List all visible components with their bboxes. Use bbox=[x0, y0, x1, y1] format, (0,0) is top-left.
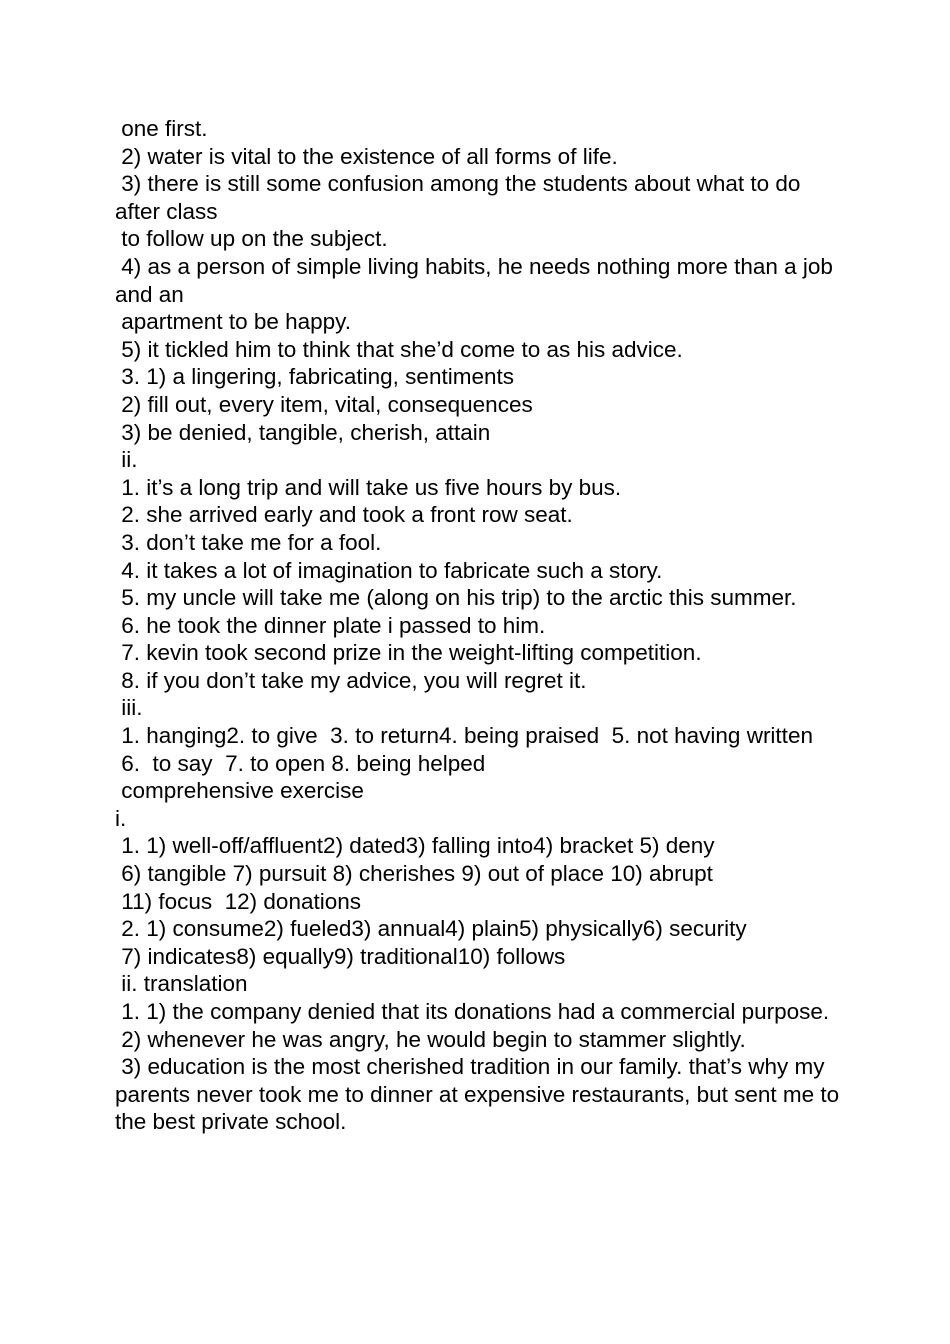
text-line: 8. if you don’t take my advice, you will regret it. bbox=[115, 667, 587, 693]
text-line: 7. kevin took second prize in the weight-lifting competition. bbox=[115, 640, 702, 666]
text-line: 2) whenever he was angry, he would begin to stammer slightly. bbox=[115, 1026, 746, 1052]
text-line: 5) it tickled him to think that she’d come to as his advice. bbox=[115, 336, 683, 362]
text-line: 2) fill out, every item, vital, consequences bbox=[115, 391, 533, 417]
text-line: apartment to be happy. bbox=[115, 309, 352, 335]
text-line: 4) as a person of simple living habits, he needs nothing more than a job and an bbox=[115, 253, 840, 307]
text-line: 1. 1) well-off/affluent2) dated3) falling into4) bracket 5) deny bbox=[115, 833, 715, 859]
text-line: 3) there is still some confusion among the students about what to do after class bbox=[115, 171, 807, 224]
section-heading: iii. bbox=[115, 695, 143, 721]
section-heading: ii. bbox=[115, 447, 138, 473]
text-line: 2. she arrived early and took a front row seat. bbox=[115, 502, 573, 528]
text-line: 3. 1) a lingering, fabricating, sentiments bbox=[115, 364, 514, 390]
document-page bbox=[115, 115, 845, 1136]
text-line: 1. 1) the company denied that its donations had a commercial purpose. bbox=[115, 999, 830, 1024]
text-line: 6. he took the dinner plate i passed to him. bbox=[115, 612, 546, 638]
text-line: 5. my uncle will take me (along on his trip) to the arctic this summer. bbox=[115, 585, 797, 611]
section-heading: ii. translation bbox=[115, 971, 248, 997]
text-line: 7) indicates8) equally9) traditional10) follows bbox=[115, 943, 566, 969]
text-line: 2. 1) consume2) fueled3) annual4) plain5) physically6) security bbox=[115, 916, 747, 942]
text-line: 1. it’s a long trip and will take us five hours by bus. bbox=[115, 474, 622, 500]
text-line: 1. hanging2. to give 3. to return4. being praised 5. not having written bbox=[115, 723, 813, 749]
section-heading: comprehensive exercise bbox=[115, 778, 364, 804]
text-line: 3. don’t take me for a fool. bbox=[115, 529, 382, 555]
text-line: 3) education is the most cherished tradition in our family. that’s why my parents never took me to dinner at expensive restaurants, but sent me to the best private school. bbox=[115, 1054, 846, 1135]
text-line: 6. to say 7. to open 8. being helped bbox=[115, 750, 486, 776]
text-line: one first. bbox=[115, 116, 208, 141]
text-line: 11) focus 12) donations bbox=[115, 888, 361, 914]
text-line: 6) tangible 7) pursuit 8) cherishes 9) out of place 10) abrupt bbox=[115, 861, 713, 887]
text-line: 2) water is vital to the existence of all forms of life. bbox=[115, 143, 618, 169]
text-line: 4. it takes a lot of imagination to fabricate such a story. bbox=[115, 557, 663, 583]
text-line: 3) be denied, tangible, cherish, attain bbox=[115, 419, 491, 445]
section-heading: i. bbox=[115, 805, 127, 831]
text-line: to follow up on the subject. bbox=[115, 226, 388, 252]
